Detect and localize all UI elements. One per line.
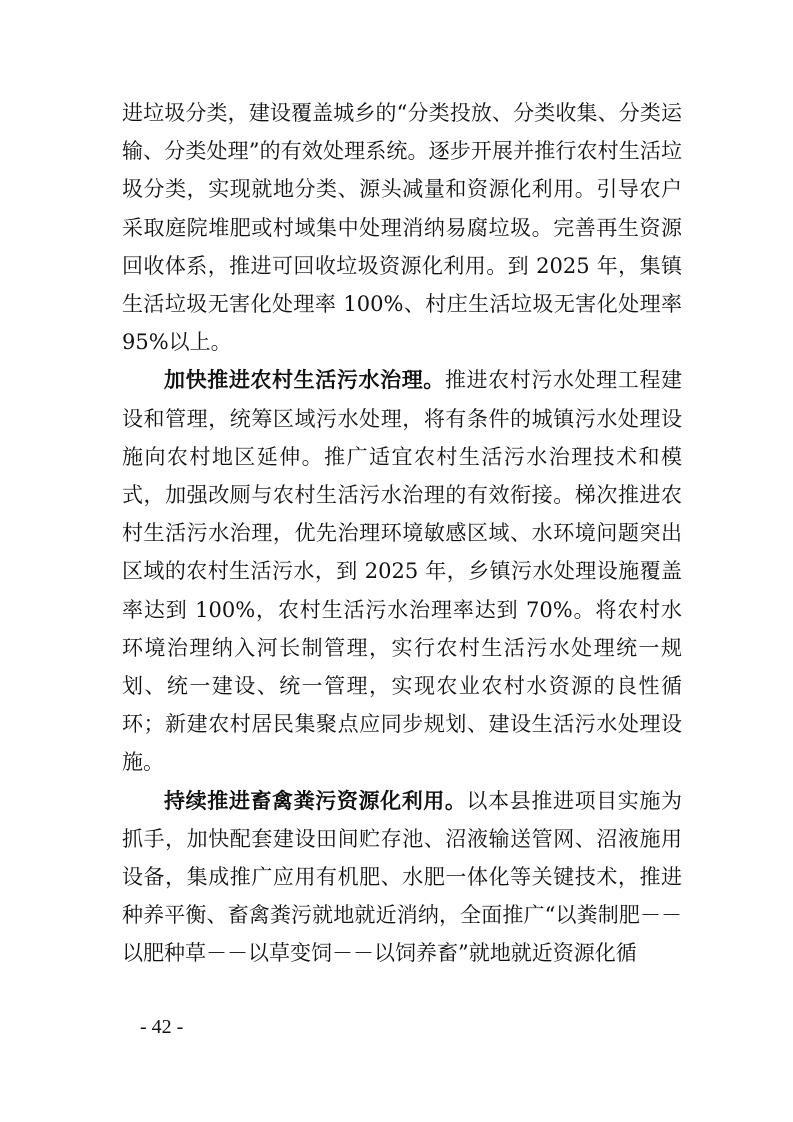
paragraph-text: 以本县推进项目实施为抓手，加快配套建设田间贮存池、沼液输送管网、沼液施用设备，集成推广应用有机肥、水肥一体化等关键技术，推进种养平衡、畜禽粪污就地就近消纳，全面推广“以粪制肥－－以肥种草－－以草变饲－－以饲养畜”就地就近资源化循 bbox=[122, 788, 683, 966]
paragraph-garbage-sorting bbox=[122, 94, 682, 361]
page-number: - 42 - bbox=[140, 1016, 184, 1038]
paragraph-heading: 加快推进农村生活污水治理。 bbox=[164, 368, 445, 393]
paragraph-livestock-manure bbox=[122, 782, 682, 973]
body-text bbox=[122, 94, 682, 973]
paragraph-rural-sewage bbox=[122, 361, 682, 781]
paragraph-heading: 持续推进畜禽粪污资源化利用。 bbox=[164, 788, 467, 813]
paragraph-text: 进垃圾分类，建设覆盖城乡的“分类投放、分类收集、分类运输、分类处理”的有效处理系统。逐步开展并推行农村生活垃圾分类，实现就地分类、源头减量和资源化利用。引导农户采取庭院堆肥或村域集中处理消纳易腐垃圾。完善再生资源回收体系，推进可回收垃圾资源化利用。到 2025 年，集镇生活垃圾无害化处理率 100%、村庄生活垃圾无害化处理率 95%以上。 bbox=[122, 101, 682, 355]
paragraph-text: 推进农村污水处理工程建设和管理，统筹区域污水处理，将有条件的城镇污水处理设施向农村地区延伸。推广适宜农村生活污水治理技术和模式，加强改厕与农村生活污水治理的有效衔接。梯次推进农村生活污水治理，优先治理环境敏感区域、水环境问题突出区域的农村生活污水，到 2025 年，乡镇污水处理设施覆盖率达到 100%，农村生活污水治理率达到 70%。将农村水环境治理纳入河长制管理，实行农村生活污水处理统一规划、统一建设、统一管理，实现农业农村水资源的良性循环；新建农村居民集聚点应同步规划、建设生活污水处理设施。 bbox=[122, 368, 683, 775]
